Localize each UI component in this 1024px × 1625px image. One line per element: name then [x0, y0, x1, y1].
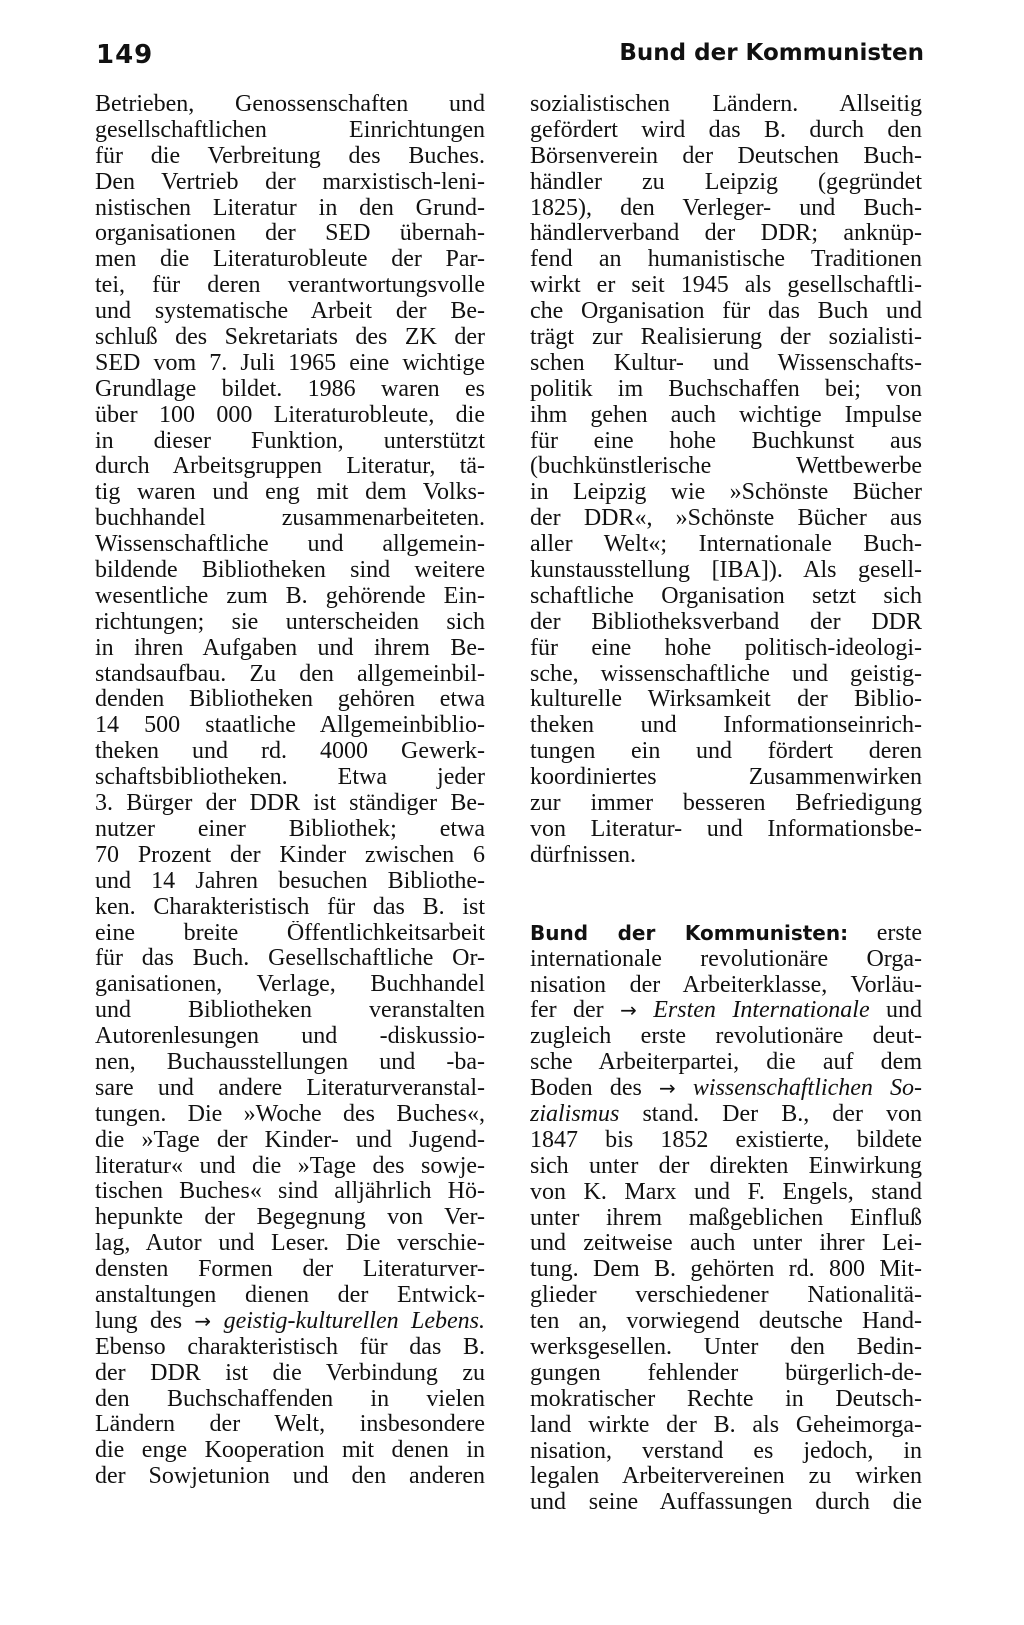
entry-lemma: Bund der Kommunisten:	[530, 920, 849, 945]
text-line: tischen Buches« sind alljährlich Hö-	[95, 1179, 485, 1205]
text-line: Ebenso charakteristisch für das B.	[95, 1334, 485, 1360]
text-line: der DDR ist die Verbindung zu	[95, 1360, 485, 1386]
xref-line-continued	[530, 1102, 922, 1128]
text-line: sozialistischen Ländern. Allseitig	[530, 92, 922, 117]
xref-lead-text: Boden des	[530, 1076, 642, 1102]
text-line: nisation der Arbeiterklasse, Vorläu-	[530, 972, 922, 998]
text-line: 1847 bis 1852 existierte, bildete	[530, 1127, 922, 1153]
text-line: gungen fehlender bürgerlich-de-	[530, 1360, 922, 1386]
text-line: für das Buch. Gesellschaftliche Or-	[95, 946, 485, 972]
text-line: unter ihrem maßgeblichen Einfluß	[530, 1205, 922, 1231]
xref-lead-text: lung des	[95, 1308, 183, 1334]
text-line: buchhandel zusammenarbeiteten.	[95, 506, 485, 532]
text-line: von K. Marx und F. Engels, stand	[530, 1179, 922, 1205]
text-line: anstaltungen dienen der Entwick-	[95, 1282, 485, 1308]
cross-reference-link[interactable]: geistig-kulturellen Lebens.	[223, 1308, 485, 1334]
text-line: schen Kultur- und Wissenschafts-	[530, 350, 922, 376]
text-line: 70 Prozent der Kinder zwischen 6	[95, 842, 485, 868]
text-line: sich unter der direkten Einwirkung	[530, 1153, 922, 1179]
text-line: ken. Charakteristisch für das B. ist	[95, 894, 485, 920]
text-line: tungen. Die »Woche des Buches«,	[95, 1101, 485, 1127]
text-line: zugleich erste revolutionäre deut-	[530, 1024, 922, 1050]
text-line: koordiniertes Zusammenwirken	[530, 765, 922, 791]
text-line: fend an humanistische Traditionen	[530, 247, 922, 273]
text-line: und seine Auffassungen durch die	[530, 1490, 922, 1516]
text-line: theken und Informationseinrich-	[530, 713, 922, 739]
text-line: denden Bibliotheken gehören etwa	[95, 687, 485, 713]
text-line: wesentliche zum B. gehörende Ein-	[95, 583, 485, 609]
text-line: trägt zur Realisierung der sozialisti-	[530, 325, 922, 351]
text-line: für eine hohe Buchkunst aus	[530, 428, 922, 454]
text-line: ihm gehen auch wichtige Impulse	[530, 402, 922, 428]
text-line: dürfnissen.	[530, 842, 636, 868]
text-line: Betrieben, Genossenschaften und	[95, 92, 485, 117]
text-line: in Leipzig wie »Schönste Bücher	[530, 480, 922, 506]
cross-reference-arrow-icon: →	[620, 998, 637, 1023]
text-line: Wissenschaftliche und allgemein-	[95, 532, 485, 558]
left-column	[95, 92, 485, 1490]
text-line: Grundlage bildet. 1986 waren es	[95, 376, 485, 402]
text-line: (buchkünstlerische Wettbewerbe	[530, 454, 922, 480]
cross-reference-arrow-icon: →	[194, 1308, 212, 1333]
text-line: standsaufbau. Zu den allgemeinbil-	[95, 661, 485, 687]
text-line: organisationen der SED übernah-	[95, 221, 485, 247]
xref-lead-text: fer der	[530, 998, 604, 1024]
text-line: schluß des Sekretariats des ZK der	[95, 325, 485, 351]
text-line: in dieser Funktion, unterstützt	[95, 428, 485, 454]
left-column-tail-text	[95, 1335, 485, 1490]
text-line: Ländern der Welt, insbesondere	[95, 1412, 485, 1438]
text-line: bildende Bibliotheken sind weitere	[95, 558, 485, 584]
text-line: und systematische Arbeit der Be-	[95, 299, 485, 325]
text-line: tei, für deren verantwortungsvolle	[95, 273, 485, 299]
text-line: nistischen Literatur in den Grund-	[95, 195, 485, 221]
text-line: Börsenverein der Deutschen Buch-	[530, 143, 922, 169]
text-line: die enge Kooperation mit denen in	[95, 1438, 485, 1464]
text-line: von Literatur- und Informationsbe-	[530, 816, 922, 842]
text-line: SED vom 7. Juli 1965 eine wichtige	[95, 350, 485, 376]
cross-reference-link[interactable]: wissenschaftlichen So-	[692, 1076, 922, 1102]
text-line: tig waren und eng mit dem Volks-	[95, 480, 485, 506]
text-line: richtungen; sie unterscheiden sich	[95, 609, 485, 635]
text-line: für eine hohe politisch-ideologi-	[530, 635, 922, 661]
text-line: aller Welt«; Internationale Buch-	[530, 532, 922, 558]
text-line: ten an, vorwiegend deutsche Hand-	[530, 1309, 922, 1335]
text-line: 1825), den Verleger- und Buch-	[530, 195, 922, 221]
text-line: nutzer einer Bibliothek; etwa	[95, 816, 485, 842]
text-line: schaftsbibliotheken. Etwa jeder	[95, 765, 485, 791]
entry-text-a	[530, 947, 922, 999]
text-line: durch Arbeitsgruppen Literatur, tä-	[95, 454, 485, 480]
text-line: ganisationen, Verlage, Buchhandel	[95, 972, 485, 998]
entry-text-b	[530, 1024, 922, 1076]
text-line: legalen Arbeitervereinen zu wirken	[530, 1464, 922, 1490]
text-line: nen, Buchausstellungen und -ba-	[95, 1049, 485, 1075]
text-line: händler zu Leipzig (gegründet	[530, 169, 922, 195]
entry-headline	[530, 921, 922, 947]
text-line: der Bibliotheksverband der DDR	[530, 609, 922, 635]
text-line: 14 500 staatliche Allgemeinbiblio-	[95, 713, 485, 739]
text-line: 3. Bürger der DDR ist ständiger Be-	[95, 791, 485, 817]
text-line: den Buchschaffenden in vielen	[95, 1386, 485, 1412]
text-line: internationale revolutionäre Orga-	[530, 946, 922, 972]
text-line: hepunkte der Begegnung von Ver-	[95, 1205, 485, 1231]
text-line: und Bibliotheken veranstalten	[95, 998, 485, 1024]
text-line: glieder verschiedener Nationalitä-	[530, 1283, 922, 1309]
xref-line	[530, 1076, 922, 1102]
xref-line	[95, 1309, 485, 1335]
text-line: men die Literaturobleute der Par-	[95, 247, 485, 273]
text-line: kulturelle Wirksamkeit der Biblio-	[530, 687, 922, 713]
text-line: und 14 Jahren besuchen Bibliothe-	[95, 868, 485, 894]
text-line: sche Arbeiterpartei, die auf dem	[530, 1050, 922, 1076]
text-line: und zeitweise auch unter ihrer Lei-	[530, 1231, 922, 1257]
text-line: sare und andere Literaturveranstal-	[95, 1075, 485, 1101]
xref-trail-text: und	[886, 998, 922, 1024]
text-line: über 100 000 Literaturobleute, die	[95, 402, 485, 428]
text-line: wirkt er seit 1945 als gesellschaftli-	[530, 273, 922, 299]
text-line: eine breite Öffentlichkeitsarbeit	[95, 920, 485, 946]
text-line: der DDR«, »Schönste Bücher aus	[530, 506, 922, 532]
text-line: in ihren Aufgaben und ihrem Be-	[95, 635, 485, 661]
text-line: händlerverband der DDR; anknüp-	[530, 221, 922, 247]
text-line: politik im Buchschaffen bei; von	[530, 376, 922, 402]
entry-text-c	[530, 1128, 922, 1516]
running-head: Bund der Kommunisten	[619, 40, 924, 66]
text-line: tungen ein und fördert deren	[530, 739, 922, 765]
text-line: tung. Dem B. gehörten rd. 800 Mit-	[530, 1257, 922, 1283]
xref-line	[530, 998, 922, 1024]
text-line: land wirkte der B. als Geheimorga-	[530, 1412, 922, 1438]
text-line: lag, Autor und Leser. Die verschie-	[95, 1231, 485, 1257]
text-line: sche, wissenschaftliche und geistig-	[530, 661, 922, 687]
text-line: die »Tage der Kinder- und Jugend-	[95, 1127, 485, 1153]
text-line: mokratischer Rechte in Deutsch-	[530, 1386, 922, 1412]
text-line: kunstausstellung [IBA]). Als gesell-	[530, 558, 922, 584]
cross-reference-link[interactable]: Ersten Internationale	[653, 998, 870, 1024]
text-line: nisation, verstand es jedoch, in	[530, 1438, 922, 1464]
cross-reference-link-continued[interactable]: zialismus	[530, 1101, 620, 1127]
cross-reference-arrow-icon: →	[658, 1076, 676, 1101]
text-line: werksgesellen. Unter den Bedin-	[530, 1334, 922, 1360]
text-line: zur immer besseren Befriedigung	[530, 791, 922, 817]
text-line: der Sowjetunion und den anderen	[95, 1464, 485, 1490]
page-number: 149	[96, 40, 154, 70]
text-line: schaftliche Organisation setzt sich	[530, 583, 922, 609]
right-column	[530, 92, 922, 1516]
text-line: theken und rd. 4000 Gewerk-	[95, 739, 485, 765]
text-line: gesellschaftlichen Einrichtungen	[95, 117, 485, 143]
entry-first-text: erste	[876, 920, 922, 946]
text-line: Den Vertrieb der marxistisch-leni-	[95, 169, 485, 195]
entry-separator	[530, 869, 922, 921]
xref-trail-text: stand. Der B., der von	[642, 1101, 922, 1127]
text-line: che Organisation für das Buch und	[530, 299, 922, 325]
text-line: Autorenlesungen und -diskussio-	[95, 1024, 485, 1050]
right-column-top-text	[530, 92, 922, 869]
text-line: densten Formen der Literaturver-	[95, 1257, 485, 1283]
dictionary-entry	[530, 921, 922, 1516]
text-line: gefördert wird das B. durch den	[530, 117, 922, 143]
left-column-text	[95, 92, 485, 1309]
text-line: literatur« und die »Tage des sowje-	[95, 1153, 485, 1179]
text-line: für die Verbreitung des Buches.	[95, 143, 485, 169]
